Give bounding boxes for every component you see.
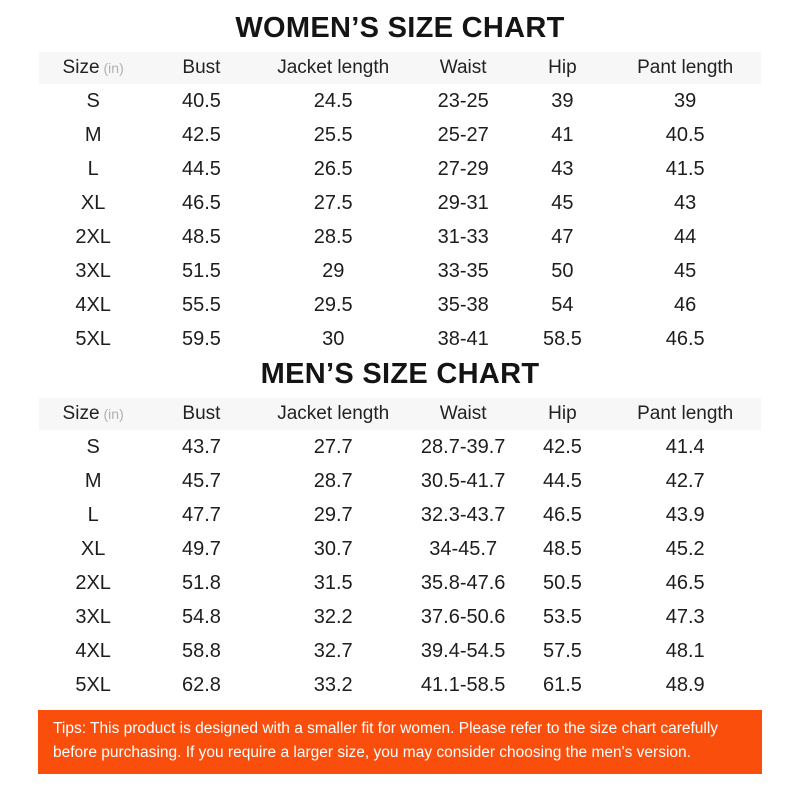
table-cell: 28.5 <box>313 225 353 248</box>
table-cell: 5XL <box>75 673 111 696</box>
column-header-label: Hip <box>548 403 577 424</box>
table-cell: 47.3 <box>665 605 705 628</box>
table-cell: 48.5 <box>542 537 582 560</box>
table-row <box>39 84 761 118</box>
table-cell: M <box>84 123 102 146</box>
table-cell: 50.5 <box>542 571 582 594</box>
table-cell: 37.6-50.6 <box>420 605 506 628</box>
column-header <box>516 52 610 84</box>
table-cell: 31-33 <box>437 225 489 248</box>
table-cell: L <box>87 503 99 526</box>
table-cell: 3XL <box>75 605 111 628</box>
table-cell: 40.5 <box>181 89 221 112</box>
table-row <box>39 430 761 464</box>
table-cell: 46 <box>674 293 697 316</box>
table-cell: 62.8 <box>181 673 221 696</box>
table-cell: 30.7 <box>313 537 353 560</box>
table-cell: 31.5 <box>313 571 353 594</box>
table-cell: XL <box>80 537 106 560</box>
table-cell: 55.5 <box>181 293 221 316</box>
table-cell: 41.5 <box>665 157 705 180</box>
table-cell: 47 <box>551 225 574 248</box>
table-cell: 25.5 <box>313 123 353 146</box>
table-row <box>39 118 761 152</box>
table-cell: 30.5-41.7 <box>420 469 506 492</box>
table-cell: 41.4 <box>665 435 705 458</box>
header-row <box>39 52 761 84</box>
table-cell: 44.5 <box>181 157 221 180</box>
table-row <box>39 498 761 532</box>
table-row <box>39 220 761 254</box>
table-cell: 24.5 <box>313 89 353 112</box>
table-row <box>39 288 761 322</box>
column-header-label: Bust <box>182 403 221 424</box>
table-cell: 44 <box>674 225 697 248</box>
table-cell: 27.7 <box>313 435 353 458</box>
table-cell: 43 <box>551 157 574 180</box>
column-header-label: Waist <box>439 403 487 424</box>
table-cell: 42.5 <box>542 435 582 458</box>
table-cell: 32.3-43.7 <box>420 503 506 526</box>
table-cell: S <box>86 435 100 458</box>
table-cell: 58.5 <box>542 327 582 350</box>
column-header <box>256 52 411 84</box>
table-cell: 26.5 <box>313 157 353 180</box>
table-cell: 45.2 <box>665 537 705 560</box>
table-row <box>39 532 761 566</box>
table-cell: 46.5 <box>181 191 221 214</box>
column-header-label: Size <box>62 403 100 424</box>
table-cell: 32.2 <box>313 605 353 628</box>
table-cell: 58.8 <box>181 639 221 662</box>
table-cell: 50 <box>551 259 574 282</box>
table-cell: 48.5 <box>181 225 221 248</box>
column-header-label: Waist <box>439 57 487 78</box>
table-cell: 46.5 <box>665 571 705 594</box>
column-header <box>516 398 610 430</box>
table-cell: 42.5 <box>181 123 221 146</box>
table-cell: 4XL <box>75 639 111 662</box>
table-cell: 33-35 <box>437 259 489 282</box>
header-row <box>39 398 761 430</box>
column-header <box>609 398 761 430</box>
table-cell: 40.5 <box>665 123 705 146</box>
table-cell: 47.7 <box>181 503 221 526</box>
table-cell: 39.4-54.5 <box>420 639 506 662</box>
table-cell: 29.7 <box>313 503 353 526</box>
table-cell: 51.8 <box>181 571 221 594</box>
table-cell: 29.5 <box>313 293 353 316</box>
table-cell: 29 <box>322 259 345 282</box>
table-cell: 59.5 <box>181 327 221 350</box>
table-cell: 46.5 <box>542 503 582 526</box>
table-cell: 54 <box>551 293 574 316</box>
unit-label: (in) <box>103 60 124 76</box>
column-header-label: Hip <box>548 57 577 78</box>
column-header-label: Pant length <box>637 57 734 78</box>
column-header-label: Size <box>62 57 100 78</box>
unit-label: (in) <box>103 406 124 422</box>
table-cell: S <box>86 89 100 112</box>
column-header-label: Pant length <box>637 403 734 424</box>
column-header <box>256 398 411 430</box>
table-cell: 53.5 <box>542 605 582 628</box>
table-cell: 38-41 <box>437 327 489 350</box>
column-header <box>411 398 516 430</box>
table-cell: 43.7 <box>181 435 221 458</box>
table-cell: 27.5 <box>313 191 353 214</box>
table-cell: 25-27 <box>437 123 489 146</box>
table-cell: 45 <box>551 191 574 214</box>
table-cell: XL <box>80 191 106 214</box>
table-row <box>39 254 761 288</box>
women-chart-title: WOMEN’S SIZE CHART <box>235 12 565 44</box>
table-cell: 61.5 <box>542 673 582 696</box>
table-row <box>39 668 761 702</box>
women-size-table <box>39 52 761 356</box>
table-cell: 32.7 <box>313 639 353 662</box>
table-row <box>39 634 761 668</box>
table-cell: 48.9 <box>665 673 705 696</box>
table-cell: 39 <box>674 89 697 112</box>
column-header-label: Bust <box>182 57 221 78</box>
table-cell: 2XL <box>75 571 111 594</box>
column-header-label: Jacket length <box>277 57 390 78</box>
table-cell: 28.7 <box>313 469 353 492</box>
table-cell: 30 <box>322 327 345 350</box>
table-cell: 34-45.7 <box>429 537 498 560</box>
table-cell: 23-25 <box>437 89 489 112</box>
table-row <box>39 566 761 600</box>
table-cell: 42.7 <box>665 469 705 492</box>
table-cell: M <box>84 469 102 492</box>
column-header <box>609 52 761 84</box>
table-cell: 27-29 <box>437 157 489 180</box>
table-cell: 35-38 <box>437 293 489 316</box>
column-header <box>39 398 147 430</box>
table-cell: 46.5 <box>665 327 705 350</box>
column-header <box>147 52 255 84</box>
table-cell: 45 <box>674 259 697 282</box>
table-row <box>39 186 761 220</box>
table-cell: 33.2 <box>313 673 353 696</box>
table-cell: 41.1-58.5 <box>420 673 506 696</box>
table-cell: 45.7 <box>181 469 221 492</box>
tips-banner <box>38 710 762 774</box>
tips-text: Tips: This product is designed with a smaller fit for women. Please refer to the size chart carefully before purchasing. If you require a larger size, you may consider choosing the men's version. <box>53 720 719 761</box>
men-size-table <box>39 398 761 702</box>
table-cell: 28.7-39.7 <box>420 435 506 458</box>
table-cell: 3XL <box>75 259 111 282</box>
table-cell: 29-31 <box>437 191 489 214</box>
column-header <box>411 52 516 84</box>
table-cell: 39 <box>551 89 574 112</box>
table-cell: 51.5 <box>181 259 221 282</box>
table-cell: 44.5 <box>542 469 582 492</box>
table-cell: 43 <box>674 191 697 214</box>
table-cell: 41 <box>551 123 574 146</box>
table-cell: 4XL <box>75 293 111 316</box>
table-cell: 43.9 <box>665 503 705 526</box>
table-row <box>39 322 761 356</box>
table-row <box>39 464 761 498</box>
column-header <box>147 398 255 430</box>
table-cell: 35.8-47.6 <box>420 571 506 594</box>
table-cell: 57.5 <box>542 639 582 662</box>
table-cell: 2XL <box>75 225 111 248</box>
table-cell: 48.1 <box>665 639 705 662</box>
column-header <box>39 52 147 84</box>
table-row <box>39 600 761 634</box>
table-cell: L <box>87 157 99 180</box>
table-cell: 49.7 <box>181 537 221 560</box>
table-row <box>39 152 761 186</box>
table-cell: 54.8 <box>181 605 221 628</box>
column-header-label: Jacket length <box>277 403 390 424</box>
table-cell: 5XL <box>75 327 111 350</box>
men-chart-title: MEN’S SIZE CHART <box>260 358 540 390</box>
